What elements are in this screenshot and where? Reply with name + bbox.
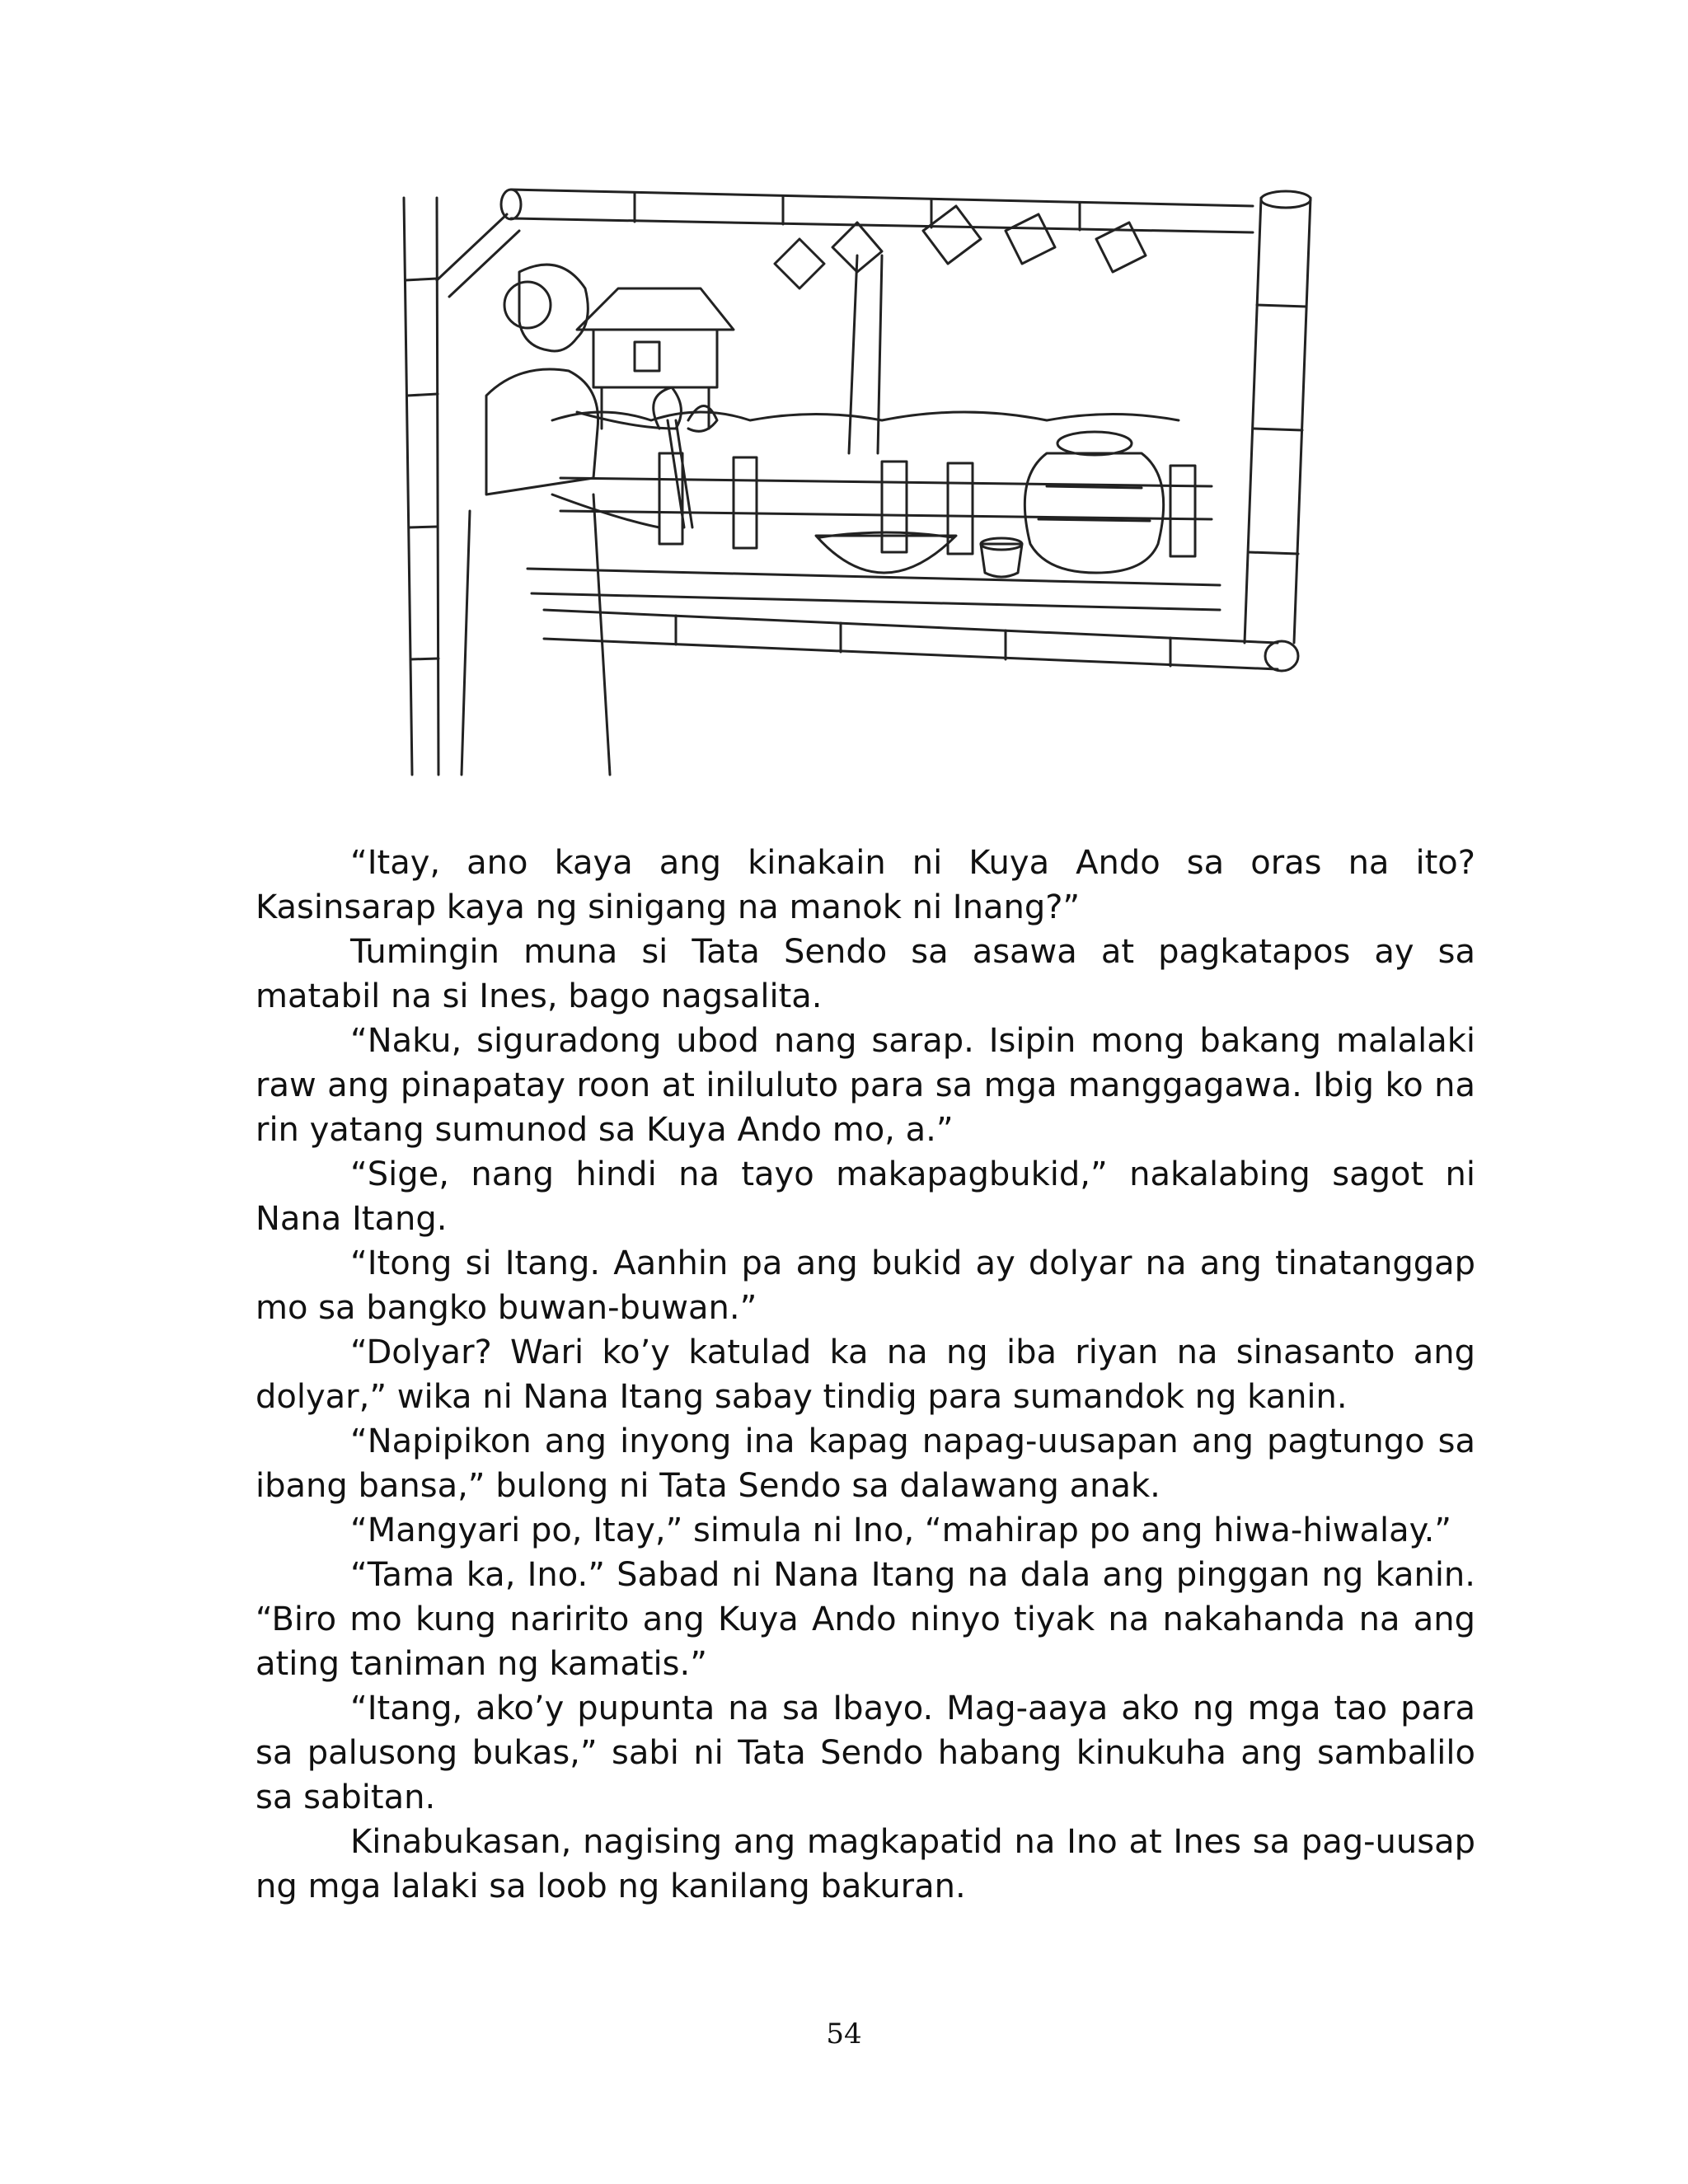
story-paragraph: “Itay, ano kaya ang kinakain ni Kuya Ando sa oras na ito? Kasinsarap kaya ng sinigang na manok ni Inang?” [256,844,1475,926]
woman-hair-bun [504,282,551,328]
story-paragraph: “Tama ka, Ino.” Sabad ni Nana Itang na dala ang pinggan ng kanin. “Biro mo kung naririto ang Kuya Ando ninyo tiyak na nakahanda na ang ating taniman ng kamatis.” [256,1556,1475,1683]
bamboo-top-beam [511,190,1253,232]
hut [577,288,734,330]
story-paragraph: “Itang, ako’y pupunta na sa Ibayo. Mag-aaya ako ng mga tao para sa palusong bukas,” sabi ni Tata Sendo habang kinukuha ang sambalilo sa sabitan. [256,1690,1475,1816]
story-paragraph: “Dolyar? Wari ko’y katulad ka na ng iba riyan na sinasanto ang dolyar,” wika ni Nana Itang sabay tindig para sumandok ng kanin. [256,1333,1475,1416]
story-paragraph: “Naku, siguradong ubod nang sarap. Isipin mong bakang malalaki raw ang pinapatay roon at iniluluto para sa mga manggagawa. Ibig ko na rin yatang sumunod sa Kuya Ando mo, a.” [256,1022,1475,1149]
woman-skirt [462,494,610,775]
jar [1025,453,1163,573]
story-paragraph: “Mangyari po, Itay,” simula ni Ino, “mahirap po ang hiwa-hiwalay.” [350,1511,1452,1549]
story-paragraph: “Napipikon ang inyong ina kapag napag-uusapan ang pagtungo sa ibang bansa,” bulong ni Tata Sendo sa dalawang anak. [256,1422,1475,1505]
story-paragraph: Kinabukasan, nagising ang magkapatid na Ino at Ines sa pag-uusap ng mga lalaki sa loob ng kanilang bakuran. [256,1823,1475,1905]
woman-head [519,265,588,351]
story-paragraph: “Sige, nang hindi na tayo makapagbukid,” nakalabing sagot ni Nana Itang. [256,1155,1475,1238]
woman-body [486,369,598,494]
bamboo-right-post [1245,198,1311,643]
story-text [256,841,1475,1909]
bowl [816,536,956,573]
tree-trunk [849,255,882,453]
table [528,569,1220,610]
herb-bundle [654,387,717,527]
line-drawing [387,181,1360,783]
story-paragraph: “Itong si Itang. Aanhin pa ang bukid ay dolyar na ang tinatanggap mo sa bangko buwan-buwan.” [256,1244,1475,1327]
bamboo-bottom-beam [544,610,1278,669]
illustration-woman-at-window [387,181,1360,783]
story-paragraph: Tumingin muna si Tata Sendo sa asawa at pagkatapos ay sa matabil na si Ines, bago nagsalita. [256,933,1475,1015]
bamboo-left-post [404,198,438,775]
page-number: 54 [826,2018,862,2050]
